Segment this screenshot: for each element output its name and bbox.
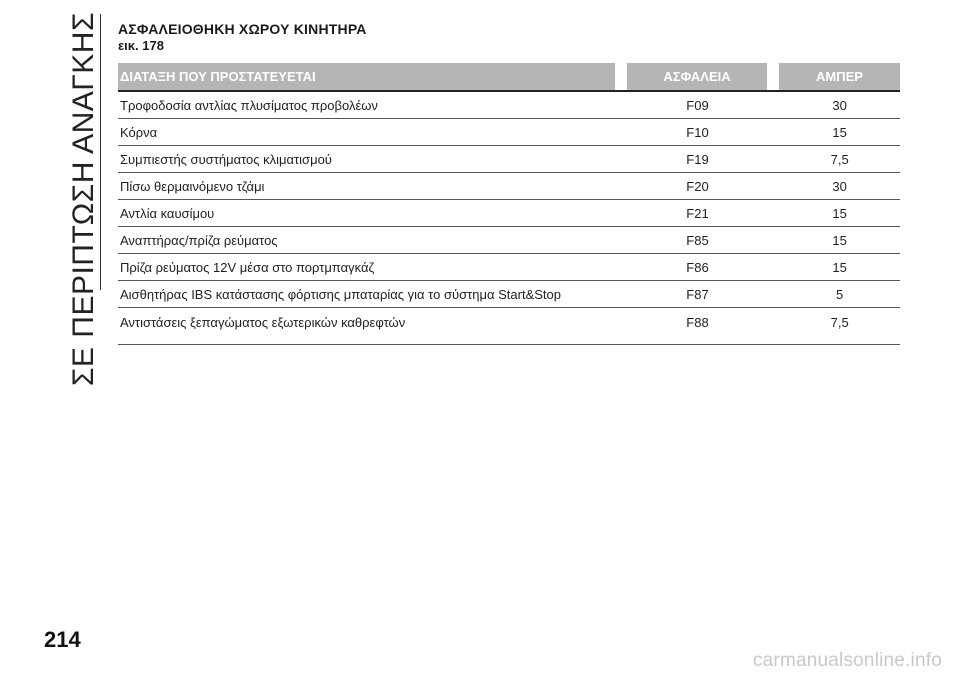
cell-function: Συμπιεστής συστήματος κλιματισμού [120, 151, 332, 167]
header-function: ΔΙΑΤΑΞΗ ΠΟΥ ΠΡΟΣΤΑΤΕΥΕΤΑΙ [118, 63, 615, 90]
cell-amps: 30 [832, 97, 847, 113]
table-header [118, 63, 900, 92]
cell-function: Κόρνα [120, 124, 158, 140]
cell-fuse: F88 [686, 315, 709, 330]
table-row [118, 227, 900, 254]
cell-amps: 15 [832, 232, 847, 248]
cell-amps: 15 [832, 259, 847, 275]
cell-amps: 7,5 [830, 151, 849, 167]
cell-amps: 5 [836, 286, 844, 302]
cell-function: Αντλία καυσίμου [120, 205, 215, 221]
cell-fuse: F10 [686, 124, 709, 140]
cell-fuse: F20 [686, 178, 709, 194]
watermark: carmanualsonline.info [752, 650, 942, 671]
cell-fuse: F86 [686, 259, 709, 275]
cell-function: Αισθητήρας IBS κατάστασης φόρτισης μπαταρίας για το σύστημα Start&Stop [120, 286, 561, 302]
table-row [118, 146, 900, 173]
table-row [118, 92, 900, 119]
table-row [118, 173, 900, 200]
cell-fuse: F21 [686, 205, 709, 221]
header-fuse: ΑΣΦΑΛΕΙΑ [627, 63, 767, 90]
chapter-side-title-text: ΣΕ ΠΕΡΙΠΤΩΣΗ ΑΝΑΓΚΗΣ [67, 12, 100, 387]
cell-amps: 15 [832, 124, 847, 140]
side-divider [100, 14, 101, 290]
figure-reference: εικ. 178 [118, 38, 164, 53]
table-row [118, 200, 900, 227]
cell-amps: 30 [832, 178, 847, 194]
cell-function: Αντιστάσεις ξεπαγώματος εξωτερικών καθρεφτών [120, 315, 406, 330]
table-row [118, 254, 900, 281]
section-title: ΑΣΦΑΛΕΙΟΘΗΚΗ ΧΩΡΟΥ ΚΙΝΗΤΗΡΑ [118, 21, 367, 37]
table-row [118, 119, 900, 146]
table-body [118, 92, 900, 345]
cell-function: Αναπτήρας/πρίζα ρεύματος [120, 232, 278, 248]
cell-fuse: F09 [686, 97, 709, 113]
table-row [118, 308, 900, 345]
table-row [118, 281, 900, 308]
cell-amps: 15 [832, 205, 847, 221]
fuse-table [118, 63, 900, 345]
cell-function: Πίσω θερμαινόμενο τζάμι [120, 178, 265, 194]
cell-function: Πρίζα ρεύματος 12V μέσα στο πορτμπαγκάζ [120, 259, 375, 275]
cell-fuse: F85 [686, 232, 709, 248]
cell-fuse: F87 [686, 286, 709, 302]
cell-amps: 7,5 [830, 315, 849, 330]
cell-function: Τροφοδοσία αντλίας πλυσίματος προβολέων [120, 97, 378, 113]
page-number: 214 [44, 627, 81, 652]
header-amps: ΑΜΠΕΡ [779, 63, 900, 90]
cell-fuse: F19 [686, 151, 709, 167]
